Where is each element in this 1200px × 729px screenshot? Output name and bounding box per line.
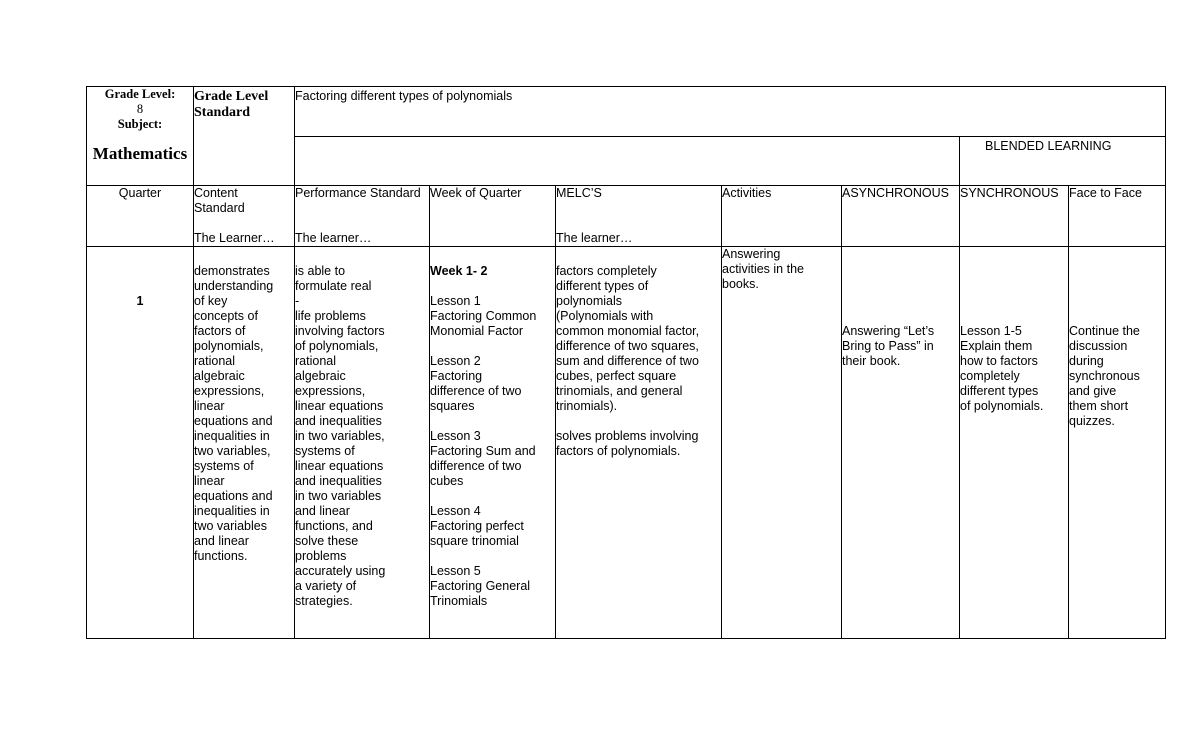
col-synchronous-label: SYNCHRONOUS	[960, 186, 1059, 200]
col-content-standard-label: Content Standard The Learner…	[194, 186, 275, 245]
quarter-value: 1	[136, 294, 144, 308]
content-standard-text: demonstrates understanding of key concepts of factors of polynomials, rational algebraic expressions, linear equations and inequalities in two variables, systems of linear equations and inequalities in two variables and linear functions.	[194, 264, 274, 563]
grade-level-value: 8	[136, 102, 144, 116]
col-performance-standard	[295, 186, 430, 247]
performance-standard-text: is able to formulate real - life problems involving factors of polynomials, rational algebraic expressions, linear equations and inequalities in two variables, systems of linear equations and inequalities in two variables and linear functions, and solve these problems accurately using a variety of strategies.	[295, 264, 386, 608]
col-face-to-face	[1069, 186, 1166, 247]
col-week-of-quarter	[430, 186, 556, 247]
col-performance-standard-label: Performance Standard The learner…	[295, 186, 421, 245]
activities-text: Answering activities in the books.	[722, 247, 804, 291]
blended-learning-label: BLENDED LEARNING	[985, 139, 1112, 153]
column-header-row	[87, 186, 1166, 247]
face-to-face-text: Continue the discussion during synchronous and give them short quizzes.	[1069, 324, 1140, 428]
asynchronous-text: Answering “Let’s Bring to Pass” in their book.	[842, 324, 935, 368]
col-quarter-label: Quarter	[118, 186, 162, 200]
col-synchronous	[960, 186, 1069, 247]
col-content-standard	[194, 186, 295, 247]
col-asynchronous-label: ASYNCHRONOUS	[842, 186, 949, 200]
lessons-list: Lesson 1 Factoring Common Monomial Factor Lesson 2 Factoring difference of two squares Lesson 3 Factoring Sum and difference of two cubes Lesson 4 Factoring perfect square trinomial Lesson 5 Factoring General Trinomials	[430, 294, 537, 608]
col-week-of-quarter-label: Week of Quarter	[430, 186, 522, 200]
grade-subject-cell	[87, 87, 194, 186]
face-to-face-cell	[1069, 247, 1166, 639]
lesson-title: Factoring different types of polynomials	[295, 89, 513, 103]
asynchronous-cell	[842, 247, 960, 639]
lesson-plan-table	[86, 86, 1166, 639]
week-title: Week 1- 2	[430, 264, 488, 278]
synchronous-cell	[960, 247, 1069, 639]
col-melcs	[556, 186, 722, 247]
title-cell	[295, 87, 1166, 137]
melcs-cell	[556, 247, 722, 639]
melcs-text: factors completely different types of polynomials (Polynomials with common monomial factor, difference of two squares, sum and difference of two cubes, perfect square trinomials, and general trinomials). solves problems involving factors of polynomials.	[556, 264, 700, 458]
content-standard-cell	[194, 247, 295, 639]
performance-standard-cell	[295, 247, 430, 639]
blank-cell	[295, 137, 960, 186]
col-melcs-label: MELC’S The learner…	[556, 186, 633, 245]
header-row	[87, 87, 1166, 137]
grade-level-standard-label: Grade Level Standard	[194, 89, 269, 120]
synchronous-text: Lesson 1-5 Explain them how to factors completely different types of polynomials.	[960, 324, 1044, 413]
quarter-cell	[87, 247, 194, 639]
week-cell	[430, 247, 556, 639]
col-face-to-face-label: Face to Face	[1069, 186, 1142, 200]
col-quarter	[87, 186, 194, 247]
grade-level-label: Grade Level:	[104, 87, 176, 101]
subject-value: Mathematics	[92, 144, 188, 163]
col-activities-label: Activities	[722, 186, 772, 200]
col-activities	[722, 186, 842, 247]
activities-cell	[722, 247, 842, 639]
col-asynchronous	[842, 186, 960, 247]
table-row	[87, 247, 1166, 639]
subject-label: Subject:	[117, 117, 163, 131]
grade-level-standard-cell	[194, 87, 295, 186]
blended-learning-cell	[960, 137, 1166, 186]
